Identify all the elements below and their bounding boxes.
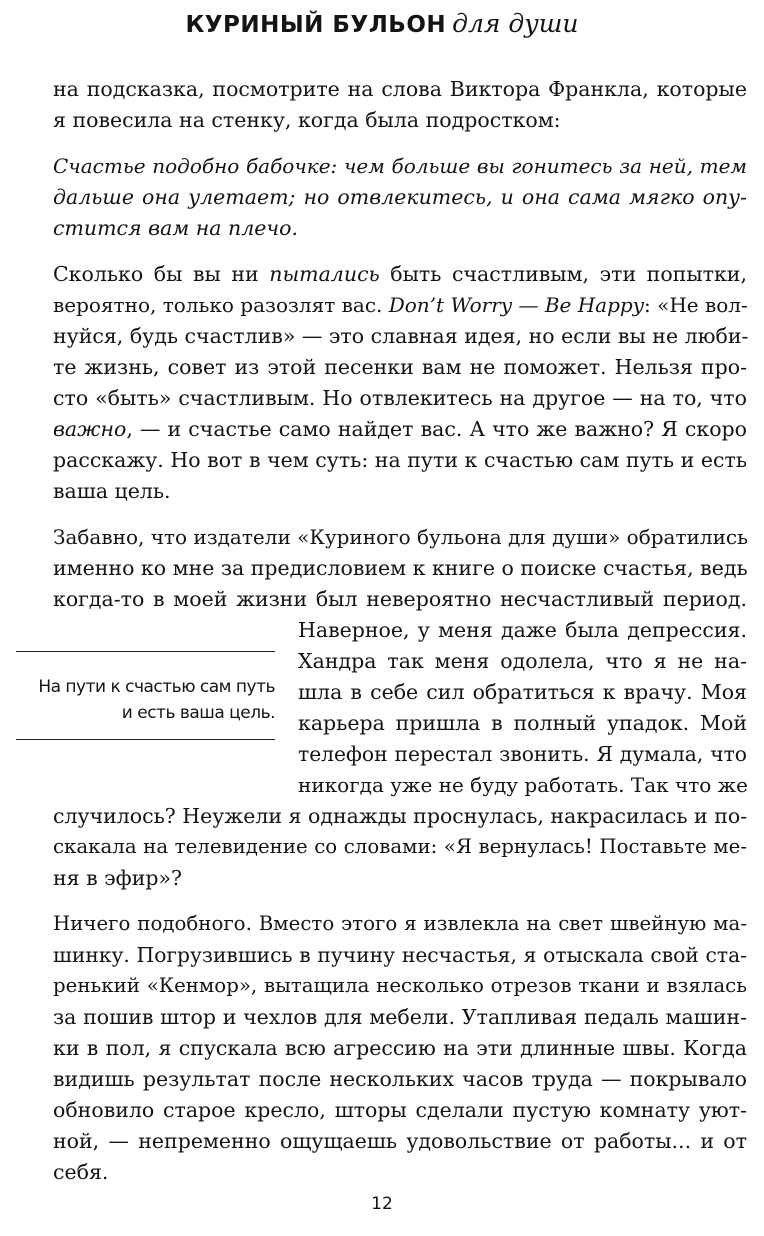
body-line: на подсказка, посмотрите на слова Виктора Франкла, которые	[53, 77, 747, 101]
body-line: те жизнь, совет из этой песенки вам не поможет. Нельзя про-	[53, 355, 747, 379]
body-line: расскажу. Но вот в чем суть: на пути к счастью сам путь и есть	[53, 448, 747, 472]
quote-line: Счастье подобно бабочке: чем больше вы гонитесь за ней, тем	[53, 154, 747, 178]
body-line: шинку. Погрузившись в пучину несчастья, я отыскала свой ста-	[53, 943, 747, 967]
pull-quote	[16, 651, 275, 740]
body-line: никогда уже не буду работать. Так что же	[298, 773, 748, 797]
quote-line: стится вам на плечо.	[53, 216, 299, 240]
body-line: Ничего подобного. Вместо этого я извлекла на свет швейную ма-	[53, 912, 747, 935]
body-line: видишь результат после нескольких часов труда — покрывало	[53, 1067, 747, 1091]
page-number: 12	[371, 1194, 393, 1214]
body-line: скакала на телевидение со словами: «Я вернулась! Поставьте ме-	[53, 835, 747, 858]
header-title: КУРИНЫЙ БУЛЬОН	[185, 12, 447, 38]
body-line: важно, — и счастье само найдет вас. А что же важно? Я скоро	[53, 417, 747, 441]
pull-quote-line: На пути к счастью сам путь	[38, 677, 275, 697]
header-title-script: для души	[452, 9, 579, 38]
body-line: ной, — непременно ощущаешь удовольствие от работы... и от	[53, 1129, 747, 1153]
body-line: случилось? Неужели я однажды проснулась, накрасилась и по-	[53, 804, 748, 828]
body-line: за пошив штор и чехлов для мебели. Утапливая педаль машин-	[53, 1005, 747, 1029]
body-line: Наверное, у меня даже была депрессия.	[298, 618, 747, 642]
body-line: вероятно, только разозлят вас. Don’t Worry — Be Happy: «Не вол-	[53, 293, 748, 317]
body-line: обновило старое кресло, шторы сделали пустую комнату уют-	[53, 1098, 747, 1122]
body-line: Сколько бы вы ни пытались быть счастливым, эти попытки,	[53, 262, 747, 286]
body-line: именно ко мне за предисловием к книге о поиске счастья, ведь	[53, 556, 748, 580]
body-line: ренький «Кенмор», вытащила несколько отрезов ткани и взялась	[53, 974, 747, 997]
body-line: ваша цель.	[53, 479, 171, 503]
body-line: себя.	[53, 1160, 109, 1184]
body-line: нуйся, будь счастлив» — это славная идея, но если вы не люби-	[53, 324, 749, 348]
body-line: карьера пришла в полный упадок. Мой	[298, 711, 747, 735]
body-line: сто «быть» счастливым. Но отвлекитесь на другое — на то, что	[53, 386, 747, 410]
running-header	[0, 9, 764, 38]
quote-line: дальше она улетает; но отвлекитесь, и она сама мягко опу-	[53, 185, 747, 209]
body-line: когда-то в моей жизни был невероятно несчастливый период.	[53, 587, 747, 611]
pull-quote-line: и есть ваша цель.	[121, 703, 275, 723]
body-line: телефон перестал звонить. Я думала, что	[298, 742, 747, 766]
body-line: Хандра так меня одолела, что я не на-	[298, 649, 747, 673]
body-line: я повесила на стенку, когда была подростком:	[53, 108, 561, 132]
body-line: ки в пол, я спускала всю агрессию на эти длинные швы. Когда	[53, 1036, 747, 1060]
body-line: шла в себе сил обратиться к врачу. Моя	[298, 680, 747, 704]
body-line: Забавно, что издатели «Куриного бульона для души» обратились	[53, 525, 748, 549]
body-line: ня в эфир»?	[53, 866, 183, 890]
